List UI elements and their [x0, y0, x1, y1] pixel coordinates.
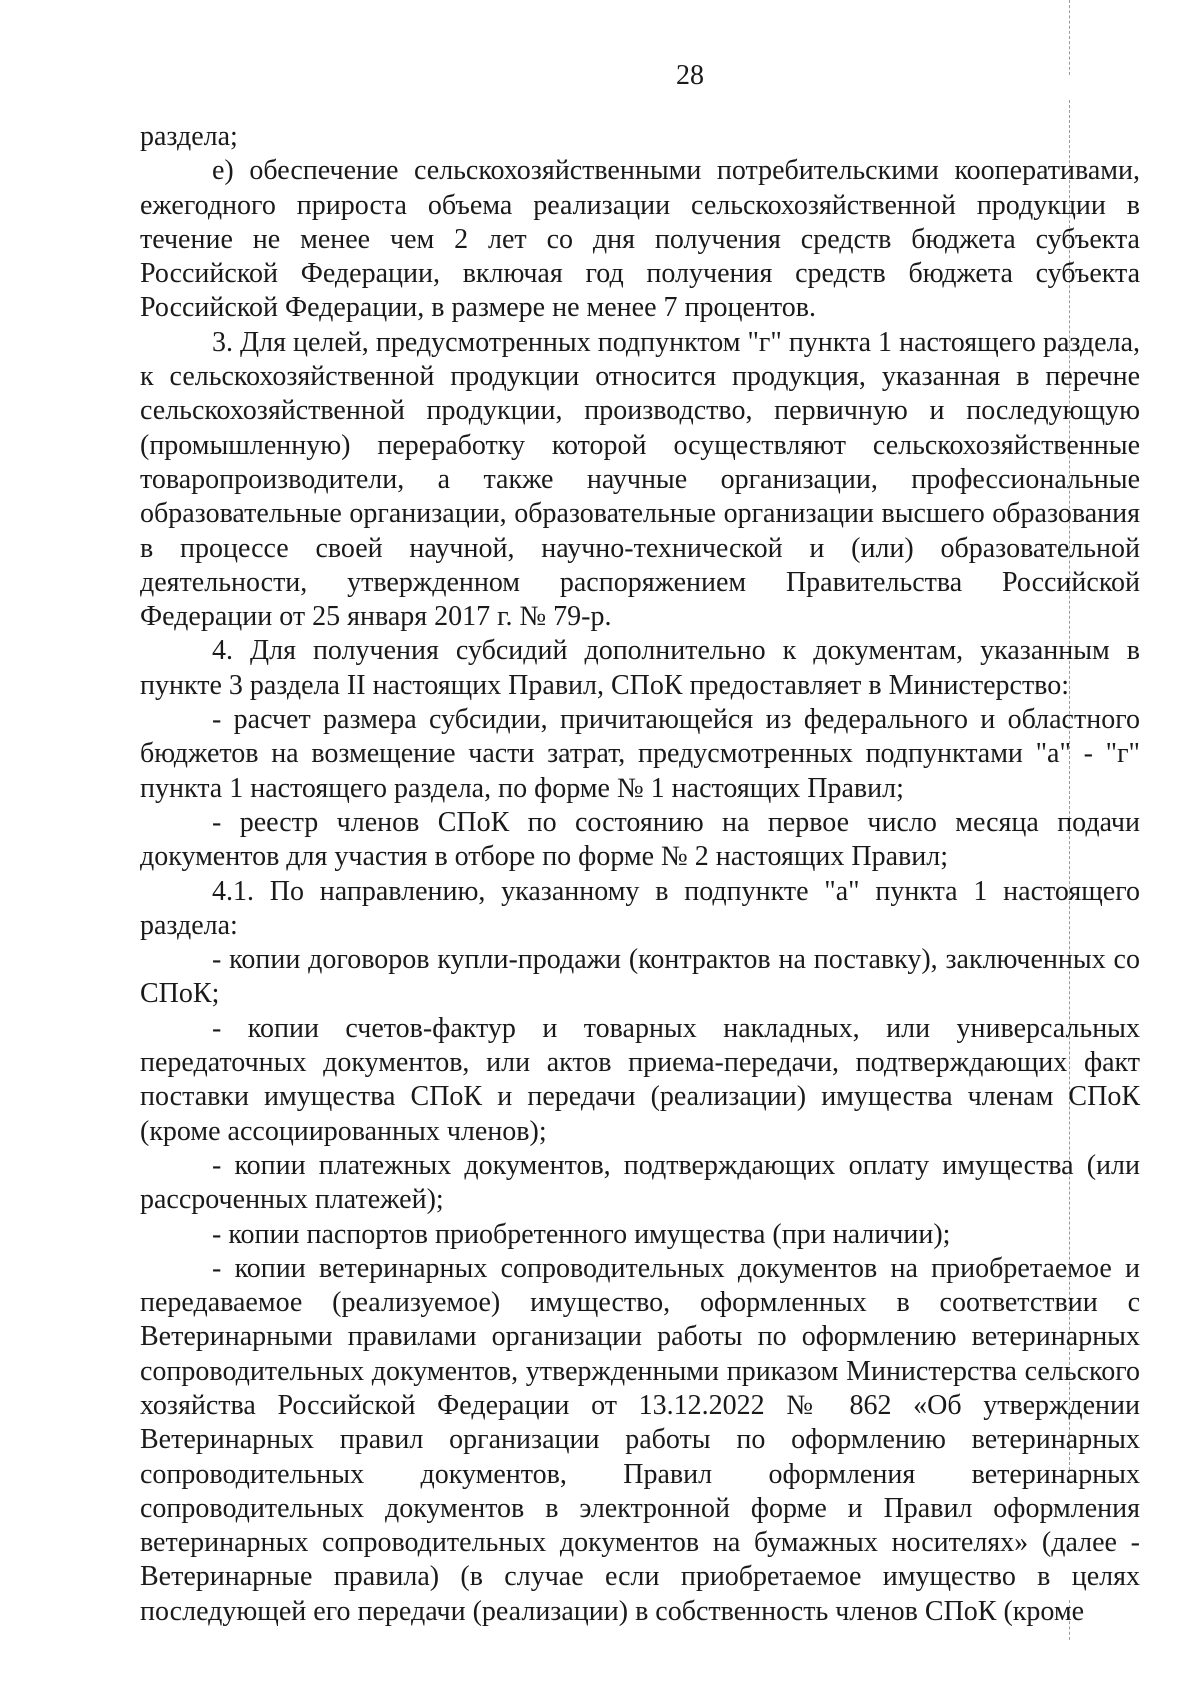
list-item: - копии счетов-фактур и товарных накладных, или универсальных передаточных документов, или актов приема-передачи, подтверждающих факт поставки имущества СПоК и передачи (реализации) имущества членам СПоК (кроме ассоциированных членов); — [140, 1012, 1140, 1147]
page-number: 28 — [676, 60, 704, 91]
paragraph: е) обеспечение сельскохозяйственными потребительскими кооперативами, ежегодного прироста объема реализации сельскохозяйственной продукции в течение не менее чем 2 лет со дня получения средств бюджета субъекта Российской Федерации, включая год получения средств бюджета субъекта Российской Федерации, в размере не менее 7 процентов. — [140, 155, 1140, 324]
list-item: - копии договоров купли-продажи (контрактов на поставку), заключенных со СПоК; — [140, 944, 1140, 1010]
paragraph: 3. Для целей, предусмотренных подпунктом "г" пункта 1 настоящего раздела, к сельскохозяйственной продукции относится продукция, указанная в перечне сельскохозяйственной продукции, производство, первичную и последующую (промышленную) переработку которой осуществляют сельскохозяйственные товаропроизводители, а также научные организации, профессиональные образовательные организации, образовательные организации высшего образования в процессе своей научной, научно-технической и (или) образовательной деятельности, утвержденном распоряжением Правительства Российской Федерации от 25 января 2017 г. № 79-р. — [140, 326, 1140, 633]
document-body — [140, 120, 1140, 1629]
paragraph: раздела; — [140, 121, 238, 152]
scan-margin-line — [1069, 0, 1070, 75]
paragraph: 4. Для получения субсидий дополнительно к документам, указанным в пункте 3 раздела II настоящих Правил, СПоК предоставляет в Министерство: — [140, 635, 1140, 701]
list-item: - расчет размера субсидии, причитающейся из федерального и областного бюджетов на возмещение части затрат, предусмотренных подпунктами "а" - "г" пункта 1 настоящего раздела, по форме № 1 настоящих Правил; — [140, 704, 1140, 804]
list-item: - реестр членов СПоК по состоянию на первое число месяца подачи документов для участия в отборе по форме № 2 настоящих Правил; — [140, 806, 1140, 873]
list-item: - копии платежных документов, подтверждающих оплату имущества (или рассроченных платежей); — [140, 1149, 1140, 1216]
paragraph: 4.1. По направлению, указанному в подпункте "а" пункта 1 настоящего раздела: — [140, 875, 1140, 941]
list-item: - копии паспортов приобретенного имущества (при наличии); — [212, 1218, 951, 1250]
list-item: - копии ветеринарных сопроводительных документов на приобретаемое и передаваемое (реализуемое) имущество, оформленных в соответствии с Ветеринарными правилами организации работы по оформлению ветеринарных сопроводительных документов, утвержденными приказом Министерства сельского хозяйства Российской Федерации от 13.12.2022 № 862 «Об утверждении Ветеринарных правил организации работы по оформлению ветеринарных сопроводительных документов, Правил оформления ветеринарных сопроводительных документов в электронной форме и Правил оформления ветеринарных сопроводительных документов на бумажных носителях» (далее - Ветеринарные правила) (в случае если приобретаемое имущество в целях последующей его передачи (реализации) в собственность членов СПоК (кроме — [140, 1252, 1140, 1627]
